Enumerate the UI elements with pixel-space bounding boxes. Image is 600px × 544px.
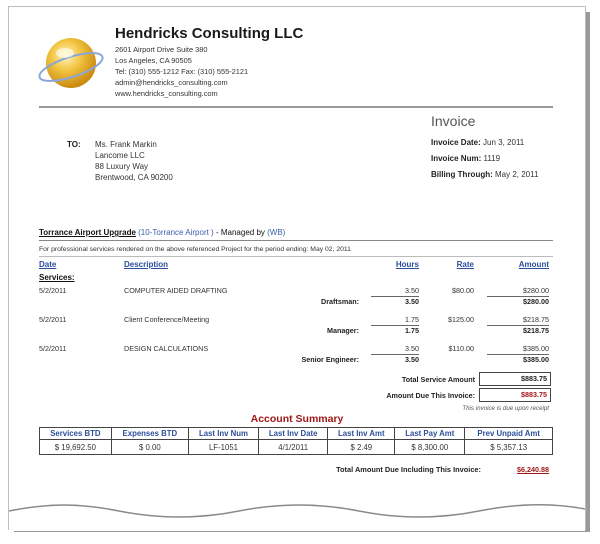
column-header-hours: Hours bbox=[395, 260, 419, 269]
service-role: Draftsman: bbox=[321, 297, 359, 306]
recipient-line: Lancome LLC bbox=[95, 151, 145, 160]
due-note: This invoice is due upon receipt bbox=[462, 405, 549, 412]
service-subtotal-hours: 3.50 bbox=[405, 297, 419, 306]
invoice-date-value: Jun 3, 2011 bbox=[483, 138, 525, 147]
service-amount: $385.00 bbox=[523, 344, 549, 353]
invoice-title: Invoice bbox=[431, 113, 476, 129]
torn-edge-decoration bbox=[9, 501, 585, 531]
service-role: Manager: bbox=[327, 326, 359, 335]
service-rate: $110.00 bbox=[448, 344, 474, 353]
project-divider bbox=[39, 240, 553, 241]
billing-through bbox=[431, 170, 538, 179]
summary-value: LF-1051 bbox=[189, 440, 259, 455]
company-website: www.hendricks_consulting.com bbox=[115, 89, 218, 98]
account-summary-table bbox=[39, 427, 553, 455]
summary-header: Last Pay Amt bbox=[395, 428, 465, 440]
amount-due-value: $883.75 bbox=[521, 390, 547, 399]
company-address-line: Los Angeles, CA 90505 bbox=[115, 56, 192, 65]
summary-value: $ 0.00 bbox=[111, 440, 188, 455]
column-header-rate: Rate bbox=[456, 260, 474, 269]
company-email: admin@hendricks_consulting.com bbox=[115, 78, 228, 87]
account-summary-title: Account Summary bbox=[250, 413, 344, 425]
grand-total-value: $6,240.88 bbox=[517, 465, 549, 474]
invoice-number bbox=[431, 154, 500, 163]
summary-header: Services BTD bbox=[40, 428, 112, 440]
period-divider bbox=[39, 256, 553, 257]
summary-value: $ 8,300.00 bbox=[395, 440, 465, 455]
summary-header: Prev Unpaid Amt bbox=[465, 428, 553, 440]
service-subtotal-hours: 1.75 bbox=[405, 326, 419, 335]
service-amount: $280.00 bbox=[523, 286, 549, 295]
summary-value: $ 19,692.50 bbox=[40, 440, 112, 455]
service-hours: 3.50 bbox=[405, 286, 419, 295]
service-amount: $218.75 bbox=[523, 315, 549, 324]
invoice-date-label: Invoice Date: bbox=[431, 138, 481, 147]
project-name: Torrance Airport Upgrade bbox=[39, 228, 136, 237]
recipient-line: Ms. Frank Markin bbox=[95, 140, 157, 149]
service-description: COMPUTER AIDED DRAFTING bbox=[124, 286, 228, 295]
summary-header: Last Inv Amt bbox=[328, 428, 395, 440]
invoice-num-value: 1119 bbox=[483, 154, 501, 163]
service-date: 5/2/2011 bbox=[39, 315, 67, 324]
invoice-date bbox=[431, 138, 524, 147]
invoice-num-label: Invoice Num: bbox=[431, 154, 482, 163]
service-date: 5/2/2011 bbox=[39, 286, 67, 295]
project-heading bbox=[39, 228, 285, 237]
amount-due-label: Amount Due This Invoice: bbox=[386, 391, 475, 400]
total-service-value: $883.75 bbox=[521, 374, 547, 383]
recipient-line: 88 Luxury Way bbox=[95, 162, 149, 171]
service-subtotal-amount: $280.00 bbox=[523, 297, 549, 306]
service-date: 5/2/2011 bbox=[39, 344, 67, 353]
service-description: Client Conference/Meeting bbox=[124, 315, 210, 324]
grand-total-label: Total Amount Due Including This Invoice: bbox=[336, 465, 481, 474]
account-summary-value-row bbox=[40, 440, 553, 455]
service-description: DESIGN CALCULATIONS bbox=[124, 344, 209, 353]
service-hours: 3.50 bbox=[405, 344, 419, 353]
service-rate: $125.00 bbox=[448, 315, 474, 324]
recipient-line: Brentwood, CA 90200 bbox=[95, 173, 173, 182]
column-header-date: Date bbox=[39, 260, 57, 269]
project-manager-code: (WB) bbox=[267, 228, 286, 237]
company-phone-fax: Tel: (310) 555-1212 Fax: (310) 555-2121 bbox=[115, 67, 249, 76]
service-hours: 1.75 bbox=[405, 315, 419, 324]
billing-through-label: Billing Through: bbox=[431, 170, 493, 179]
header-divider bbox=[39, 106, 553, 108]
summary-value: $ 2.49 bbox=[328, 440, 395, 455]
services-label: Services: bbox=[39, 273, 75, 282]
summary-header: Last Inv Num bbox=[189, 428, 259, 440]
period-text: For professional services rendered on the above referenced Project for the period ending: May 02, 2011 bbox=[39, 246, 351, 253]
service-subtotal-hours: 3.50 bbox=[405, 355, 419, 364]
summary-header: Expenses BTD bbox=[111, 428, 188, 440]
project-code: (10-Torrance Airport ) bbox=[138, 228, 214, 237]
invoice-page bbox=[8, 6, 586, 530]
project-managed-by: - Managed by bbox=[215, 228, 265, 237]
summary-value: $ 5,357.13 bbox=[465, 440, 553, 455]
to-label: TO: bbox=[67, 140, 81, 149]
billing-through-value: May 2, 2011 bbox=[495, 170, 539, 179]
service-rate: $80.00 bbox=[452, 286, 474, 295]
globe-logo-icon bbox=[37, 29, 105, 97]
summary-header: Last Inv Date bbox=[258, 428, 327, 440]
account-summary-header-row bbox=[40, 428, 553, 440]
summary-value: 4/1/2011 bbox=[258, 440, 327, 455]
service-subtotal-amount: $385.00 bbox=[523, 355, 549, 364]
company-name: Hendricks Consulting LLC bbox=[115, 25, 304, 42]
total-service-label: Total Service Amount bbox=[401, 375, 475, 384]
service-subtotal-amount: $218.75 bbox=[523, 326, 549, 335]
column-header-amount: Amount bbox=[518, 260, 549, 269]
service-role: Senior Engineer: bbox=[301, 355, 359, 364]
column-header-description: Description bbox=[124, 260, 169, 269]
company-address-line: 2601 Airport Drive Suite 380 bbox=[115, 45, 208, 54]
